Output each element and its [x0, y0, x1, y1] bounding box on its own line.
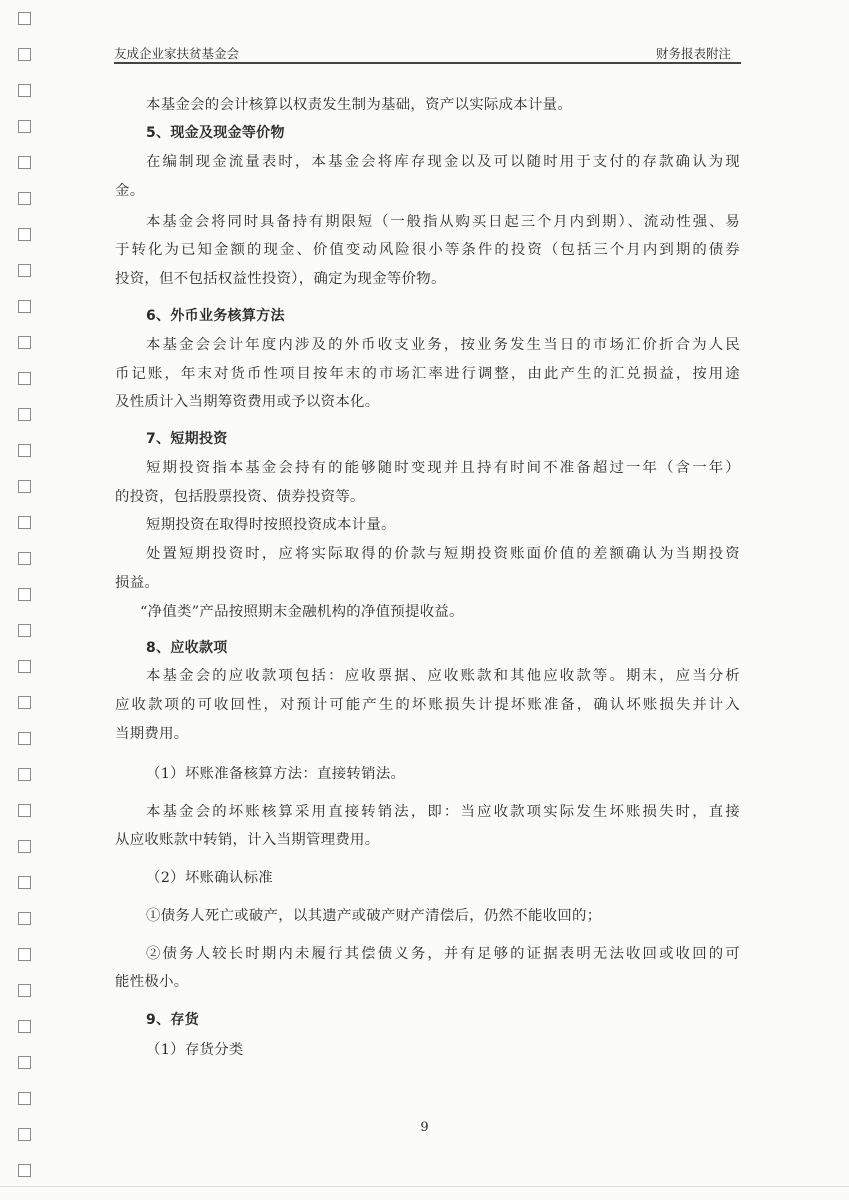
- binding-hole-icon: [18, 1056, 31, 1069]
- binding-hole-icon: [18, 480, 31, 493]
- page-header: [114, 40, 741, 62]
- section-heading: 8、应收款项: [146, 640, 228, 656]
- paragraph-line: 金。: [115, 183, 145, 199]
- binding-hole-icon: [18, 120, 31, 133]
- paragraph-line: 本基金会会计年度内涉及的外币收支业务，按业务发生当日的市场汇价折合为人民: [146, 337, 740, 353]
- binding-hole-icon: [18, 1020, 31, 1033]
- binding-hole-icon: [18, 948, 31, 961]
- binding-hole-icon: [18, 372, 31, 385]
- binding-hole-icon: [18, 1092, 31, 1105]
- binding-hole-icon: [18, 1164, 31, 1177]
- paragraph-line: 应收款项的可收回性，对预计可能产生的坏账损失计提坏账准备，确认坏账损失并计入: [115, 697, 740, 713]
- binding-hole-icon: [18, 804, 31, 817]
- paragraph-line: 本基金会的坏账核算采用直接转销法，即：当应收款项实际发生坏账损失时，直接: [146, 804, 740, 820]
- binding-holes: [18, 0, 38, 1200]
- paragraph-line: 能性极小。: [115, 974, 189, 990]
- paragraph-line: （1）存货分类: [146, 1042, 244, 1058]
- paragraph-line: ②债务人较长时期内未履行其偿债义务，并有足够的证据表明无法收回或收回的可: [146, 946, 740, 962]
- binding-hole-icon: [18, 12, 31, 25]
- paragraph-line: （1）坏账准备核算方法：直接转销法。: [146, 766, 406, 782]
- section-heading: 6、外币业务核算方法: [146, 308, 285, 324]
- binding-hole-icon: [18, 48, 31, 61]
- paragraph-line: 在编制现金流量表时，本基金会将库存现金以及可以随时用于支付的存款确认为现: [146, 154, 740, 170]
- page-number: 9: [420, 1120, 429, 1135]
- paragraph-line: 短期投资指本基金会持有的能够随时变现并且持有时间不准备超过一年（含一年）: [146, 460, 740, 476]
- binding-hole-icon: [18, 840, 31, 853]
- binding-hole-icon: [18, 228, 31, 241]
- binding-hole-icon: [18, 156, 31, 169]
- binding-hole-icon: [18, 984, 31, 997]
- binding-hole-icon: [18, 660, 31, 673]
- binding-hole-icon: [18, 336, 31, 349]
- binding-hole-icon: [18, 516, 31, 529]
- paragraph-line: 币记账，年末对货币性项目按年末的市场汇率进行调整，由此产生的汇兑损益，按用途: [115, 366, 740, 382]
- section-heading: 7、短期投资: [146, 431, 228, 447]
- paragraph-line: 损益。: [115, 575, 160, 591]
- binding-hole-icon: [18, 912, 31, 925]
- binding-hole-icon: [18, 552, 31, 565]
- paragraph-line: “净值类”产品按照期末金融机构的净值预提收益。: [140, 604, 464, 620]
- binding-hole-icon: [18, 624, 31, 637]
- binding-hole-icon: [18, 876, 31, 889]
- binding-hole-icon: [18, 408, 31, 421]
- page-bottom-edge: [0, 1186, 849, 1187]
- header-divider: [114, 62, 741, 64]
- paragraph-line: 处置短期投资时，应将实际取得的价款与短期投资账面价值的差额确认为当期投资: [146, 546, 740, 562]
- binding-hole-icon: [18, 768, 31, 781]
- binding-hole-icon: [18, 732, 31, 745]
- section-heading: 5、现金及现金等价物: [146, 125, 285, 141]
- header-section: 财务报表附注: [655, 46, 731, 61]
- paragraph-line: 短期投资在取得时按照投资成本计量。: [146, 517, 396, 533]
- paragraph-line: 本基金会的会计核算以权责发生制为基础，资产以实际成本计量。: [146, 97, 573, 113]
- header-organization: 友成企业家扶贫基金会: [114, 46, 240, 61]
- paragraph-line: 于转化为已知金额的现金、价值变动风险很小等条件的投资（包括三个月内到期的债券: [115, 242, 740, 258]
- paragraph-line: 的投资，包括股票投资、债券投资等。: [115, 489, 365, 505]
- binding-hole-icon: [18, 192, 31, 205]
- paragraph-line: 投资，但不包括权益性投资），确定为现金等价物。: [115, 271, 446, 287]
- paragraph-line: 及性质计入当期筹资费用或予以资本化。: [115, 394, 380, 410]
- paragraph-line: 当期费用。: [115, 726, 189, 742]
- binding-hole-icon: [18, 696, 31, 709]
- paragraph-line: 本基金会的应收款项包括：应收票据、应收账款和其他应收款等。期末，应当分析: [146, 668, 740, 684]
- paragraph-line: （2）坏账确认标准: [146, 870, 273, 886]
- binding-hole-icon: [18, 588, 31, 601]
- paragraph-line: 本基金会将同时具备持有期限短（一般指从购买日起三个月内到期）、流动性强、易: [146, 214, 740, 230]
- binding-hole-icon: [18, 300, 31, 313]
- paragraph-line: 从应收账款中转销，计入当期管理费用。: [115, 832, 380, 848]
- binding-hole-icon: [18, 84, 31, 97]
- paragraph-line: ①债务人死亡或破产，以其遗产或破产财产清偿后，仍然不能收回的；: [146, 908, 602, 924]
- binding-hole-icon: [18, 264, 31, 277]
- binding-hole-icon: [18, 444, 31, 457]
- section-heading: 9、存货: [146, 1012, 199, 1028]
